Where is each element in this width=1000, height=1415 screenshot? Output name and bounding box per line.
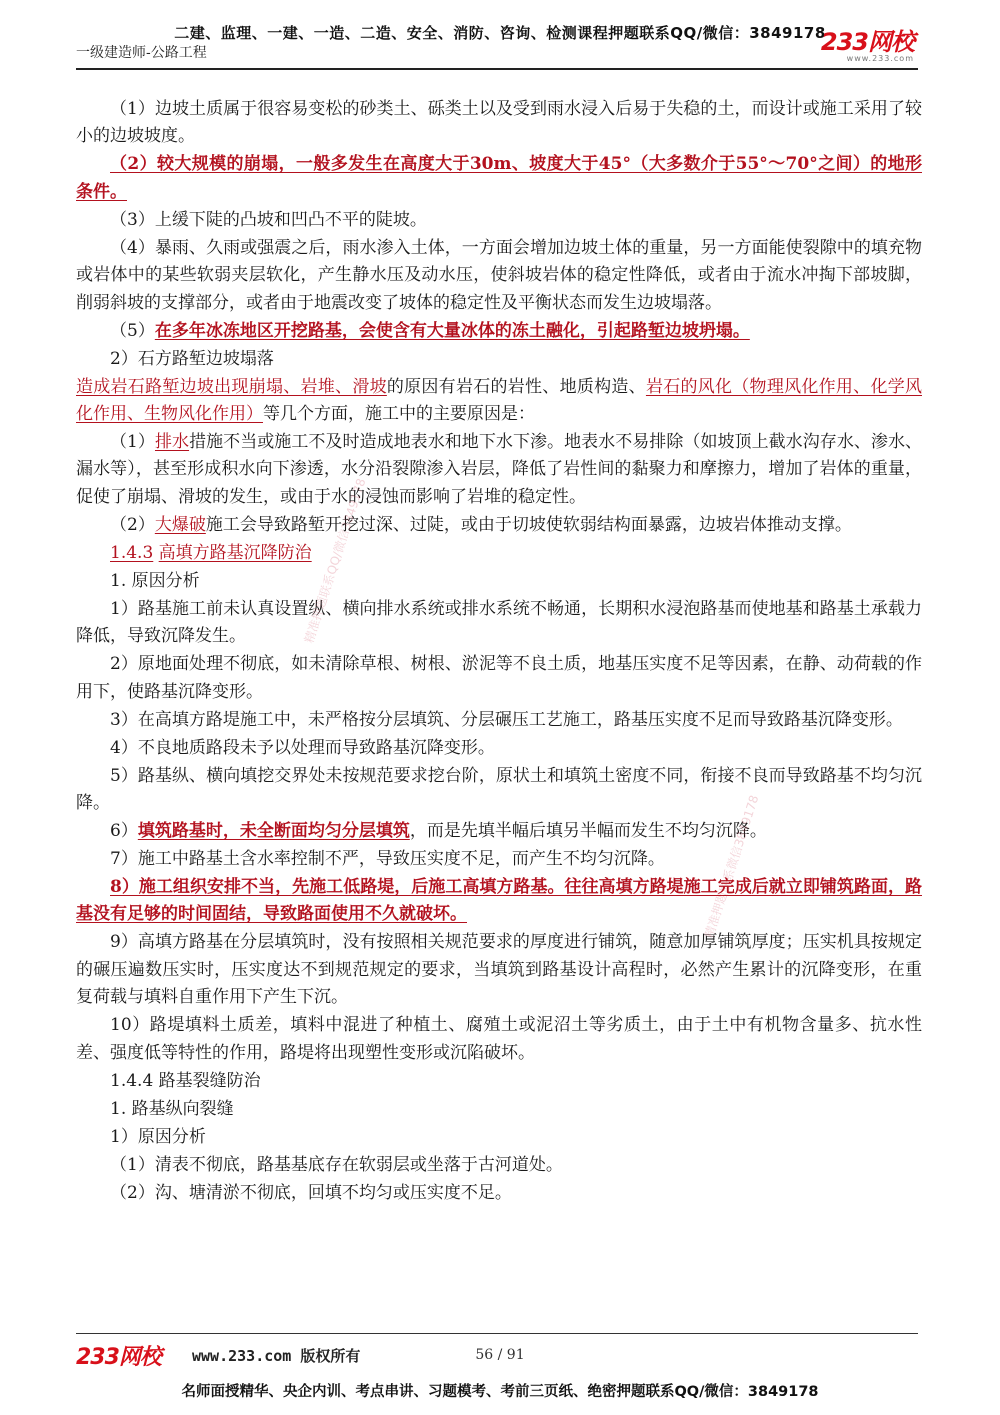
section-heading: 1.4.4 路基裂缝防治 (110, 1070, 261, 1091)
text-run: （2） (110, 514, 155, 535)
paragraph (76, 318, 922, 345)
paragraph: 2）石方路堑边坡塌落 (110, 348, 274, 369)
subheading: 1. 原因分析 (110, 570, 200, 591)
paragraph (76, 429, 922, 511)
paragraph: 3）在高填方路堤施工中，未严格按分层填筑、分层碾压工艺施工，路基压实度不足而导致路基沉降变形。 (110, 709, 903, 730)
text-run: ，而是先填半幅后填另半幅而发生不均匀沉降。 (409, 821, 767, 842)
footer-copyright: www.233.com 版权所有 (192, 1347, 361, 1365)
paragraph: 5）路基纵、横向填挖交界处未按规范要求挖台阶，原状土和填筑土密度不同，衔接不良而导致路基不均匀沉降。 (76, 765, 922, 814)
section-number: 1.4.3 (110, 542, 154, 563)
watermark: 精准押题联系QQ/微信3849178 (301, 476, 369, 645)
paragraph: （4）暴雨、久雨或强震之后，雨水渗入土体，一方面会增加边坡土体的重量，另一方面能使裂隙中的填充物或岩体中的某些软弱夹层软化，产生静水压及动水压，使斜坡岩体的稳定性降低，或者由于流水冲掏下部坡脚，削弱斜坡的支撑部分，或者由于地震改变了坡体的稳定性及平衡状态而发生边坡塌落。 (76, 237, 922, 313)
highlight: 在多年冰冻地区开挖路基，会使含有大量冰体的冻土融化，引起路堑边坡坍塌。 (154, 320, 750, 341)
highlighted-paragraph: （2）较大规模的崩塌，一般多发生在高度大于30m、坡度大于45°（大多数介于55°～70°之间）的地形条件。 (76, 154, 922, 202)
paragraph (76, 512, 922, 539)
highlight: 岩石的风化（物理风化作用、化学风化作用、生物风化作用） (76, 376, 922, 425)
text-run: （5） (110, 320, 155, 341)
paragraph: 9）高填方路基在分层填筑时，没有按照相关规范要求的厚度进行铺筑，随意加厚铺筑厚度；压实机具按规定的碾压遍数压实时，压实度达不到规范规定的要求，当填筑到路基设计高程时，必然产生累计的沉降变形，在重复荷载与填料自重作用下产生下沉。 (76, 932, 922, 1008)
footer-logo: 233网校 (76, 1345, 161, 1370)
paragraph: （2）沟、塘清淤不彻底，回填不均匀或压实度不足。 (110, 1182, 512, 1203)
highlight: 填筑路基时，未全断面均匀分层填筑 (137, 821, 410, 842)
paragraph: 1）路基施工前未认真设置纵、横向排水系统或排水系统不畅通，长期积水浸泡路基而使地基和路基土承载力降低，导致沉降发生。 (76, 598, 922, 647)
logo-url: www.233.com (846, 54, 914, 63)
logo-text: 233网校 (820, 28, 914, 56)
text-run: 6） (110, 821, 138, 842)
header-subtitle: 一级建造师-公路工程 (76, 45, 207, 61)
text-run: 措施不当或施工不及时造成地表水和地下水下渗。地表水不易排除（如坡顶上截水沟存水、渗水、漏水等），甚至形成积水向下渗透，水分沿裂隙渗入岩层，降低了岩性间的黏聚力和摩擦力，增加了岩体的重量，促使了崩塌、滑坡的发生，或由于水的浸蚀而影响了岩堆的稳定性。 (76, 432, 923, 507)
header-banner: 二建、监理、一建、一造、二造、安全、消防、咨询、检测课程押题联系QQ/微信：3849178 (174, 24, 826, 42)
paragraph: 4）不良地质路段未予以处理而导致路基沉降变形。 (110, 737, 495, 758)
section-heading (76, 540, 922, 567)
subheading: 1）原因分析 (110, 1126, 206, 1147)
highlighted-paragraph: 8）施工组织安排不当，先施工低路堤，后施工高填方路基。往往高填方路堤施工完成后就立即铺筑路面，路基没有足够的时间固结，导致路面使用不久就破坏。 (76, 877, 922, 925)
paragraph: 7）施工中路基土含水率控制不严，导致压实度不足，而产生不均匀沉降。 (110, 849, 665, 870)
section-title: 高填方路基沉降防治 (158, 542, 312, 563)
footer-banner: 名师面授精华、央企内训、考点串讲、习题模考、考前三页纸、绝密押题联系QQ/微信：3849178 (181, 1384, 819, 1400)
paragraph: （1）边坡土质属于很容易变松的砂类土、砾类土以及受到雨水浸入后易于失稳的土，而设计或施工采用了较小的边坡坡度。 (76, 99, 922, 147)
page-number: 56 / 91 (475, 1347, 525, 1363)
footer-divider (76, 1333, 918, 1334)
highlight: 大爆破 (154, 514, 206, 535)
highlight: 造成岩石路堑边坡出现崩塌、岩堆、滑坡 (76, 376, 387, 397)
paragraph: （3）上缓下陡的凸坡和凹凸不平的陡坡。 (110, 209, 427, 230)
watermark: 精准押题联系微信3849178 (701, 793, 762, 940)
subheading: 1. 路基纵向裂缝 (110, 1098, 234, 1119)
paragraph: 2）原地面处理不彻底，如未清除草根、树根、淤泥等不良土质，地基压实度不足等因素，在静、动荷载的作用下，使路基沉降变形。 (76, 654, 922, 702)
document-body (76, 96, 922, 1208)
header-divider (76, 68, 918, 70)
text-run: 的原因有岩石的岩性、地质构造、 (386, 376, 646, 397)
header-logo (821, 30, 914, 63)
paragraph: （1）清表不彻底，路基基底存在软弱层或坐落于古河道处。 (110, 1154, 563, 1175)
text-run: 等几个方面，施工中的主要原因是： (263, 404, 535, 425)
text-run: 施工会导致路堑开挖过深、过陡，或由于切坡使软弱结构面暴露，边坡岩体推动支撑。 (205, 514, 852, 535)
highlight: 排水 (154, 432, 190, 453)
paragraph (76, 374, 922, 429)
text-run: （1） (110, 432, 155, 453)
paragraph (76, 818, 922, 845)
paragraph: 10）路堤填料土质差，填料中混进了种植土、腐殖土或泥沼土等劣质土，由于土中有机物含量多、抗水性差、强度低等特性的作用，路堤将出现塑性变形或沉陷破坏。 (76, 1015, 922, 1063)
